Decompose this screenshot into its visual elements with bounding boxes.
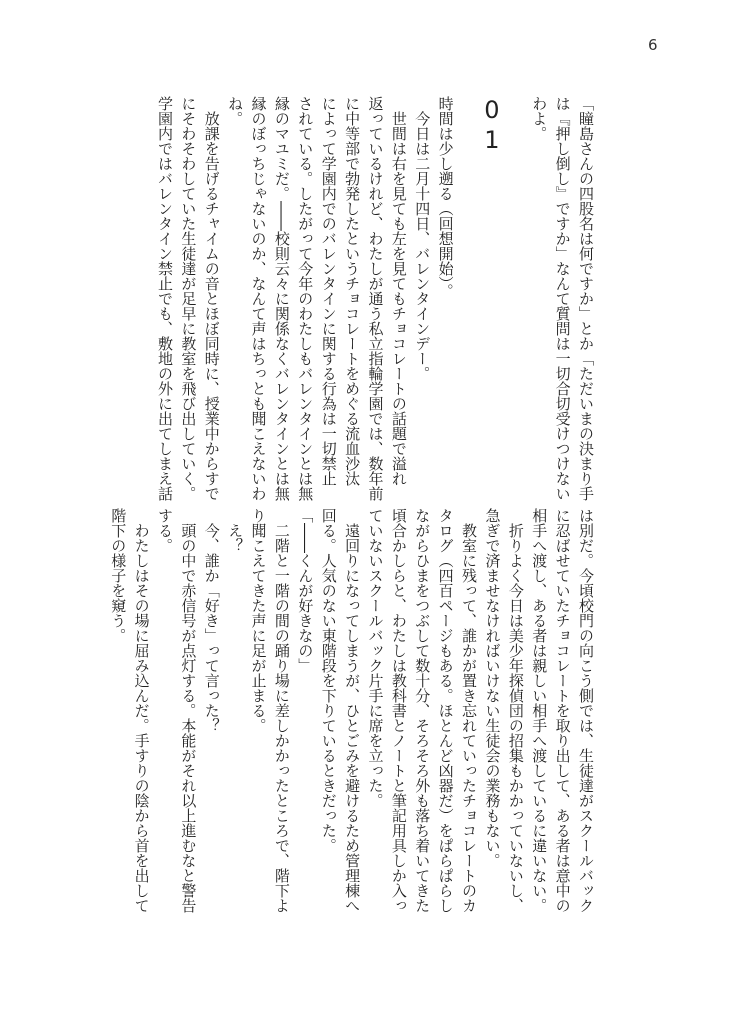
- text-line: り聞こえてきた声に足が止まる。: [249, 508, 268, 733]
- text-line: 「――くんが好きなの」: [296, 508, 315, 673]
- upper-text-block: [153, 96, 597, 501]
- text-line: にそわそわしていた生徒達が足早に教室を飛び出していく。: [179, 96, 198, 501]
- text-line: 頭の中で赤信号が点灯する。本能がそれ以上進むなと警告: [179, 508, 198, 913]
- text-line: は『押し倒し』ですか」なんて質問は一切合切受けつけない: [553, 96, 572, 501]
- text-line: わたしはその場に屈み込んだ。手すりの陰から首を出して: [132, 508, 151, 913]
- text-line: え？: [226, 508, 245, 553]
- text-line: ね。: [226, 96, 245, 126]
- chapter-heading: 01: [477, 96, 506, 156]
- text-line: 二階と一階の間の踊り場に差しかかったところで、階下よ: [272, 508, 291, 913]
- text-line: する。: [155, 508, 174, 553]
- text-line: 遠回りになってしまうが、ひとごみを避けるため管理棟へ: [343, 508, 362, 913]
- text-line: は別だ。今頃校門の向こう側では、生徒達がスクールバック: [577, 508, 595, 913]
- text-line: ていないスクールバック片手に席を立った。: [366, 508, 385, 808]
- text-line: わよ。: [530, 96, 549, 141]
- text-line: 縁のマユミだ。――校則云々に関係なくバレンタインとは無: [272, 96, 291, 501]
- text-line: 世間は右を見ても左を見てもチョコレートの話題で溢れ: [389, 96, 408, 486]
- text-line: されている。したがって今年のわたしもバレンタインとは無: [296, 96, 315, 501]
- text-line: に忍ばせていたチョコレートを取り出して、ある者は意中の: [553, 508, 572, 913]
- text-line: 放課を告げるチャイムの音とほぼ同時に、授業中からすで: [202, 96, 221, 501]
- text-line: 今、誰か「好き」って言った？: [202, 508, 221, 733]
- text-line: によって学園内でのバレンタインに関する行為は一切禁止: [319, 96, 338, 486]
- lower-text-block: [106, 508, 597, 913]
- text-line: 時間は少し遡る（回想開始）。: [436, 96, 455, 299]
- text-line: 回る。人気のない東階段を下りているときだった。: [319, 508, 338, 853]
- text-line: 教室に残って、誰かが置き忘れていったチョコレートのカ: [460, 508, 479, 913]
- text-line: ながらひまをつぶして数十分、そろそろ外も落ち着いてきた: [413, 508, 432, 913]
- text-line: 学園内ではバレンタイン禁止でも、敷地の外に出てしまえ話: [155, 96, 174, 501]
- text-line: 今日は二月十四日、バレンタインデー。: [413, 96, 432, 381]
- text-line: 相手へ渡し、ある者は親しい相手へ渡しているに違いない。: [530, 508, 549, 913]
- text-line: 頃合かしらと、わたしは教科書とノートと筆記用具しか入っ: [389, 508, 408, 913]
- text-line: 階下の様子を窺う。: [109, 508, 128, 643]
- text-line: に中等部で勃発したというチョコレートをめぐる流血沙汰: [343, 96, 362, 486]
- page-number: 6: [648, 36, 658, 54]
- text-line: 返っているけれど、わたしが通う私立指輪学園では、数年前: [366, 96, 385, 501]
- text-line: タログ（四百ページもある。ほとんど凶器だ）をぱらぱらし: [436, 508, 455, 913]
- text-line: 折りよく今日は美少年探偵団の招集もかかっていないし、: [506, 508, 525, 913]
- text-line: 縁のぼっちじゃないのか、なんて声はちっとも聞こえないわ: [249, 96, 268, 501]
- text-line: 「瞳島さんの四股名は何ですか」とか「ただいまの決まり手: [577, 96, 595, 501]
- text-line: 急ぎで済ませなければいけない生徒会の業務もない。: [483, 508, 502, 868]
